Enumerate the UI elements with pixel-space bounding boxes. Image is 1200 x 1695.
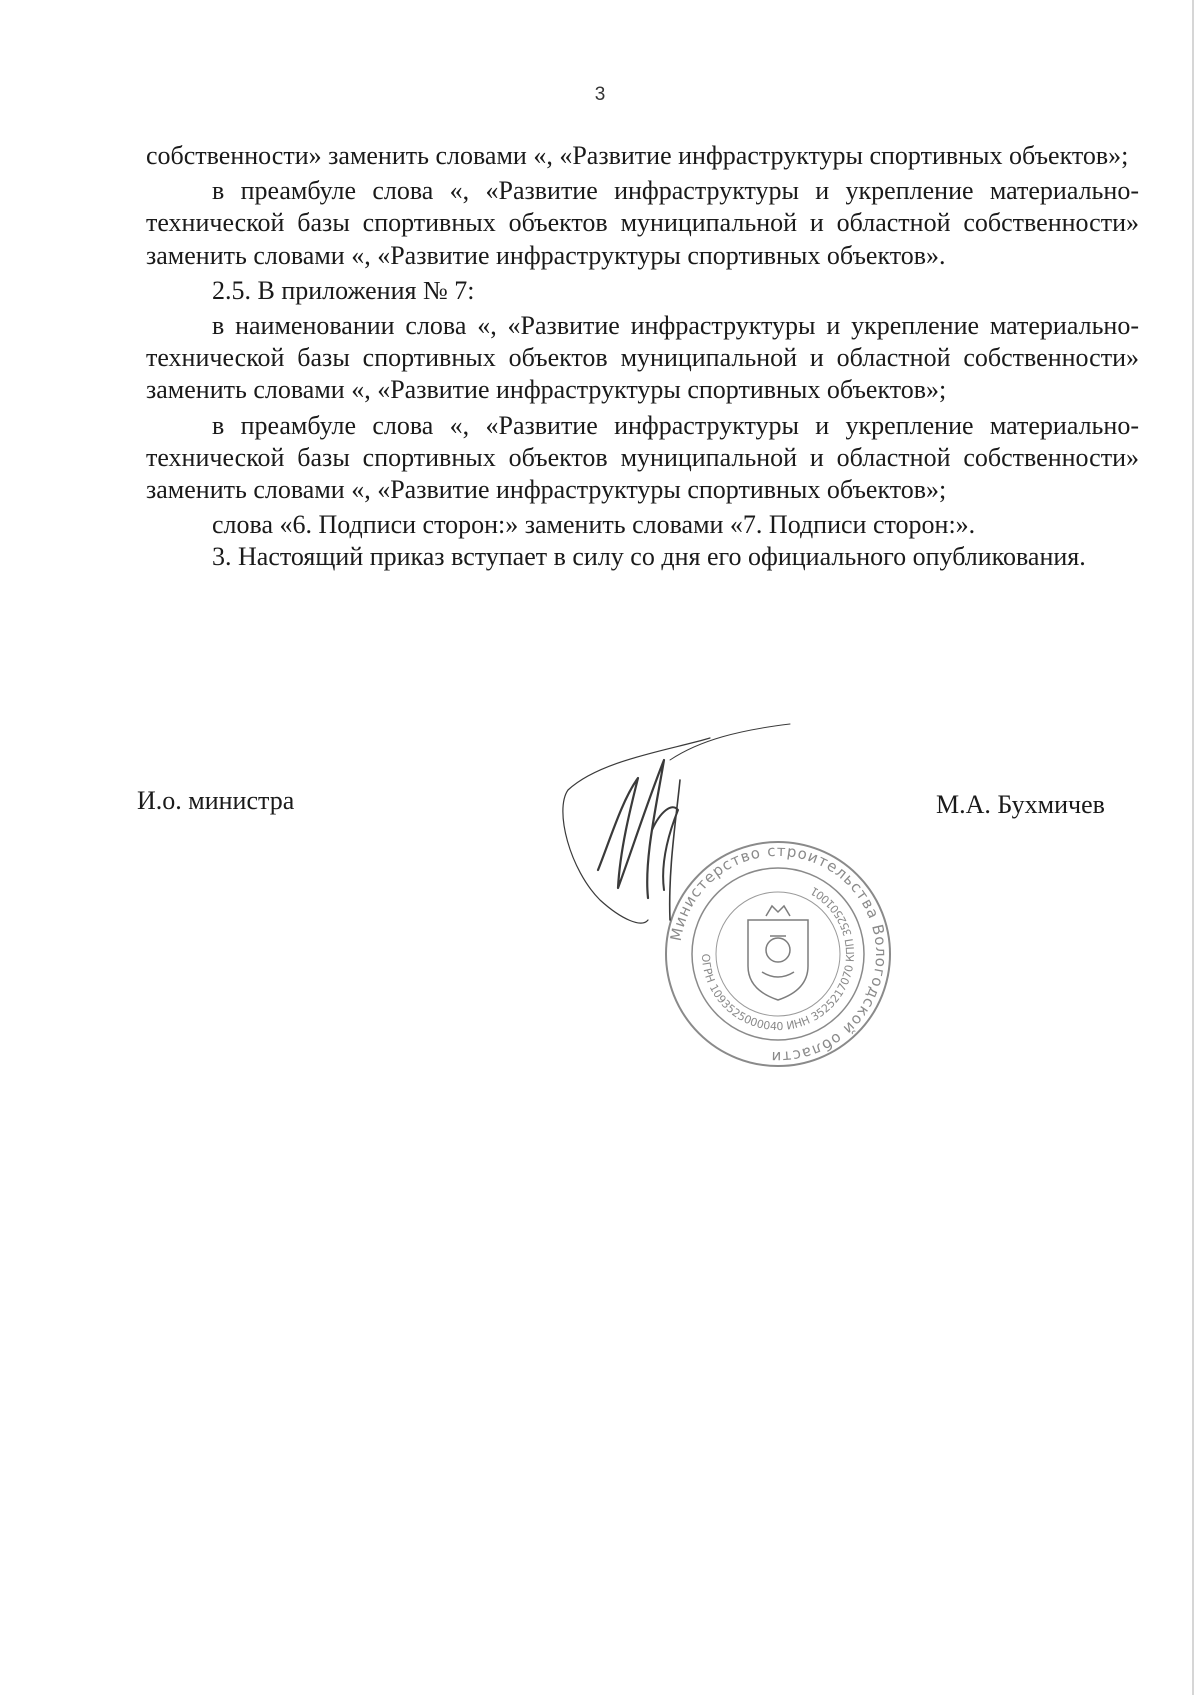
stamp-inner-text: ОГРН 1093525000040 ИНН 3525217070 КПП 352501001 bbox=[698, 883, 858, 1034]
handwritten-signature bbox=[560, 720, 800, 950]
paragraph-signatures-change: слова «6. Подписи сторон:» заменить словами «7. Подписи сторон:». bbox=[212, 510, 976, 540]
stamp-outer-text: Министерство строительства Вологодской области bbox=[666, 841, 891, 1067]
signatory-name: М.А. Бухмичев bbox=[936, 790, 1105, 819]
paragraph-appendix-7-heading: 2.5. В приложения № 7: bbox=[212, 275, 475, 305]
page-number: 3 bbox=[594, 84, 606, 105]
paragraph-name-change: в наименовании слова «, «Развитие инфраструктуры и укрепление материально-технической базы спортивных объектов муниципальной и областной собственности» заменить словами «, «Развитие инфраструктуры спортивных объектов»; bbox=[146, 311, 1139, 405]
paragraph-preamble-change-2: в преамбуле слова «, «Развитие инфраструктуры и укрепление материально-технической базы спортивных объектов муниципальной и областной собственности» заменить словами «, «Развитие инфраструктуры спортивных объектов»; bbox=[146, 410, 1139, 505]
paragraph-continuation: собственности» заменить словами «, «Развитие инфраструктуры спортивных объектов»; bbox=[146, 141, 1129, 170]
paragraph-effective-date: 3. Настоящий приказ вступает в силу со дня его официального опубликования. bbox=[212, 542, 1086, 572]
document-body bbox=[146, 140, 1139, 574]
paragraph-preamble-change-1: в преамбуле слова «, «Развитие инфраструктуры и укрепление материально-технической базы спортивных объектов муниципальной и областной собственности» заменить словами «, «Развитие инфраструктуры спортивных объектов». bbox=[146, 176, 1139, 270]
page-edge-line bbox=[1192, 0, 1194, 1695]
signatory-title: И.о. министра bbox=[137, 786, 295, 815]
